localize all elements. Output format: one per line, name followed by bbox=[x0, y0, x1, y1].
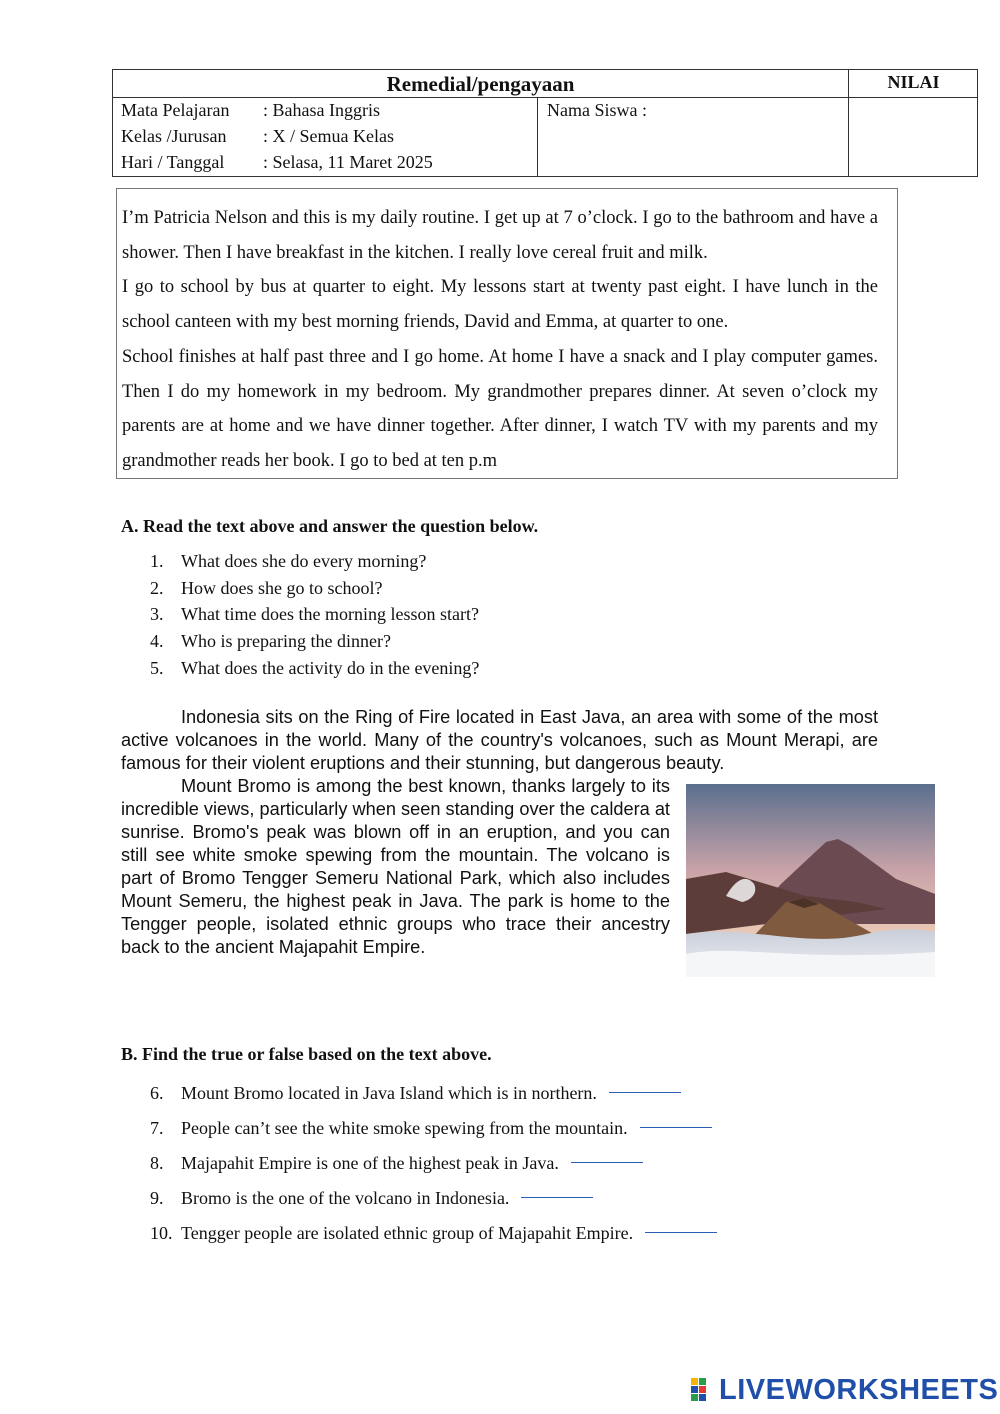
section-b-title: B. Find the true or false based on the text above. bbox=[121, 1044, 492, 1064]
student-name-label: Nama Siswa : bbox=[547, 100, 647, 120]
passage-paragraph: I’m Patricia Nelson and this is my daily routine. I get up at 7 o’clock. I go to the bathroom and have a shower. Then I have breakfast in the kitchen. I really love cereal fruit and milk. bbox=[122, 208, 878, 263]
passage-paragraph: School finishes at half past three and I go home. At home I have a snack and I play computer games. Then I do my homework in my bedroom. My grandmother prepares dinner. At seven o’clock my parents are at home and we have dinner together. After dinner, I watch TV with my parents and my grandmother reads her book. I go to bed at ten p.m bbox=[122, 346, 878, 471]
question-item: 3. What time does the morning lesson start? bbox=[150, 604, 479, 625]
statement-item: 8. Majapahit Empire is one of the highest peak in Java. bbox=[150, 1146, 717, 1181]
brand-name: LIVEWORKSHEETS bbox=[719, 1373, 999, 1406]
question-item: 1. What does she do every morning? bbox=[150, 551, 427, 571]
statement-item: 6. Mount Bromo located in Java Island which is in northern. bbox=[150, 1076, 717, 1111]
liveworksheets-logo bbox=[690, 1374, 998, 1406]
answer-blank[interactable] bbox=[645, 1232, 717, 1233]
answer-blank[interactable] bbox=[640, 1127, 712, 1128]
info-row-class: Kelas /Jurusan : X / Semua Kelas bbox=[121, 126, 394, 146]
question-item: 5. What does the activity do in the evening? bbox=[150, 657, 480, 678]
true-false-list bbox=[150, 1076, 717, 1251]
passage-paragraph: I go to school by bus at quarter to eight. My lessons start at twenty past eight. I have lunch in the school canteen with my best morning friends, David and Emma, at quarter to one. bbox=[122, 277, 878, 333]
header-table bbox=[112, 69, 978, 177]
statement-item: 7. People can’t see the white smoke spewing from the mountain. bbox=[150, 1111, 717, 1146]
question-item: 2. How does she go to school? bbox=[150, 577, 383, 598]
article-paragraph: Mount Bromo is among the best known, thanks largely to its incredible views, particularly when seen standing over the caldera at sunrise. Bromo's peak was blown off in an eruption, and you can still see white smoke spewing from the mountain. The volcano is part of Bromo Tengger Semeru National Park, which also includes Mount Semeru, the highest peak in Java. The park is home to the Tengger people, isolated ethnic groups who trace their ancestry back to the ancient Majapahit Empire. bbox=[121, 776, 670, 957]
question-list bbox=[150, 548, 479, 682]
mount-bromo-photo bbox=[686, 784, 935, 977]
statement-item: 10. Tengger people are isolated ethnic group of Majapahit Empire. bbox=[150, 1216, 717, 1251]
score-label: NILAI bbox=[887, 72, 940, 92]
question-item: 4. Who is preparing the dinner? bbox=[150, 631, 391, 652]
reading-passage-routine bbox=[116, 188, 898, 479]
answer-blank[interactable] bbox=[609, 1092, 681, 1093]
info-row-subject: Mata Pelajaran : Bahasa Inggris bbox=[121, 100, 380, 120]
liveworksheets-logo-icon bbox=[690, 1377, 716, 1403]
article-paragraph: Indonesia sits on the Ring of Fire located in East Java, an area with some of the most active volcanoes in the world. Many of the country's volcanoes, such as Mount Merapi, are famous for their violent eruptions and their stunning, but dangerous beauty. bbox=[121, 707, 878, 773]
info-row-date: Hari / Tanggal : Selasa, 11 Maret 2025 bbox=[121, 152, 433, 172]
answer-blank[interactable] bbox=[571, 1162, 643, 1163]
answer-blank[interactable] bbox=[521, 1197, 593, 1198]
statement-item: 9. Bromo is the one of the volcano in Indonesia. bbox=[150, 1181, 717, 1216]
section-a-title: A. Read the text above and answer the question below. bbox=[121, 516, 539, 536]
worksheet-title: Remedial/pengayaan bbox=[386, 72, 575, 96]
